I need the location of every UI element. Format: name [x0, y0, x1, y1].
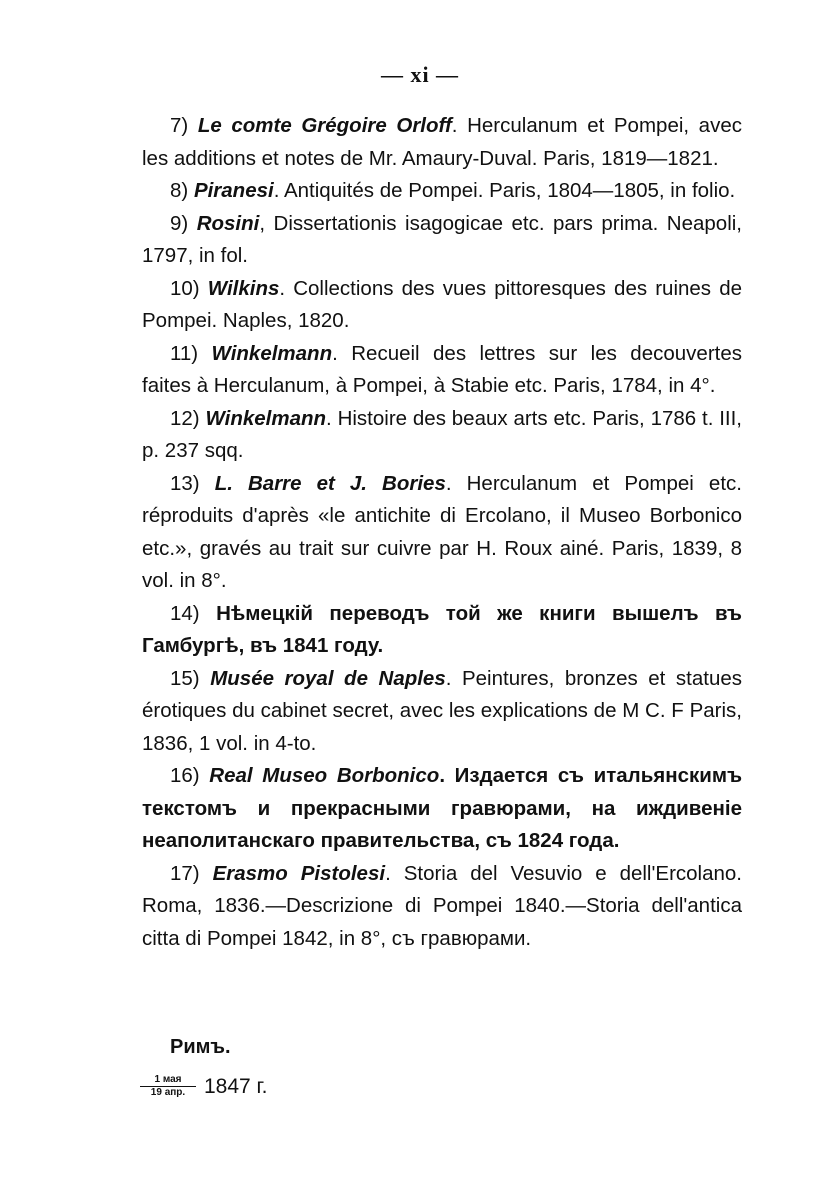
bibliography-entry: 8) Piranesi. Antiquités de Pompei. Paris, 1804—1805, in folio.: [170, 179, 736, 202]
bibliography-entry: 7) Le comte Grégoire Orloff. Herculanum et Pompei, avec les additions et notes de Mr. Amaury-Duval. Paris, 1819—1821.: [142, 114, 742, 170]
bibliography-entry: 14) Нѣмецкій переводъ той же книги вышелъ въ Гамбургѣ, въ 1841 году.: [142, 601, 742, 657]
bibliography-entry: 15) Musée royal de Naples. Peintures, bronzes et statues érotiques du cabinet secret, avec les explications de M C. F Paris, 1836, 1 vol. in 4-to.: [142, 666, 743, 755]
page-number: — xi —: [380, 62, 460, 87]
bibliography-entry: 13) L. Barre et J. Bories. Herculanum et Pompei etc. réproduits d'après «le antichite di Ercolano, il Museo Borbonico etc.», gravés au trait sur cuivre par H. Roux ainé. Paris, 1839, 8 vol. in 8°.: [142, 471, 742, 592]
date-line: [140, 1074, 267, 1099]
signature-place: Римъ.: [170, 1036, 231, 1058]
date-fraction: $\frac{\text{1 мая}}{\text{19 апр.}}$: [140, 1074, 196, 1099]
bibliography-entry: 16) Real Museo Borbonico. Издается съ итальянскимъ текстомъ и прекрасными гравюрами, на иждивеніе неаполитанскаго правительства, съ 1824 года.: [142, 764, 743, 852]
bibliography-entry: 17) Erasmo Pistolesi. Storia del Vesuvio e dell'Ercolano. Roma, 1836.—Descrizione di Pompei 1840.—Storia dell'antica citta di Pompei 1842, in 8°, съ гравюрами.: [142, 861, 743, 950]
date-year: 1847 г.: [204, 1074, 268, 1098]
bibliography-entry: 9) Rosini, Dissertationis isagogicae etc. pars prima. Neapoli, 1797, in fol.: [142, 211, 742, 267]
bibliography-entry: 11) Winkelmann. Recueil des lettres sur les decouvertes faites à Herculanum, à Pompei, à Stabie etc. Paris, 1784, in 4°.: [142, 341, 742, 397]
bibliography-entry: 10) Wilkins. Collections des vues pittoresques des ruines de Pompei. Naples, 1820.: [142, 276, 742, 332]
bibliography-list: [142, 110, 742, 955]
bibliography-entry: 12) Winkelmann. Histoire des beaux arts etc. Paris, 1786 t. III, p. 237 sqq.: [142, 406, 743, 462]
